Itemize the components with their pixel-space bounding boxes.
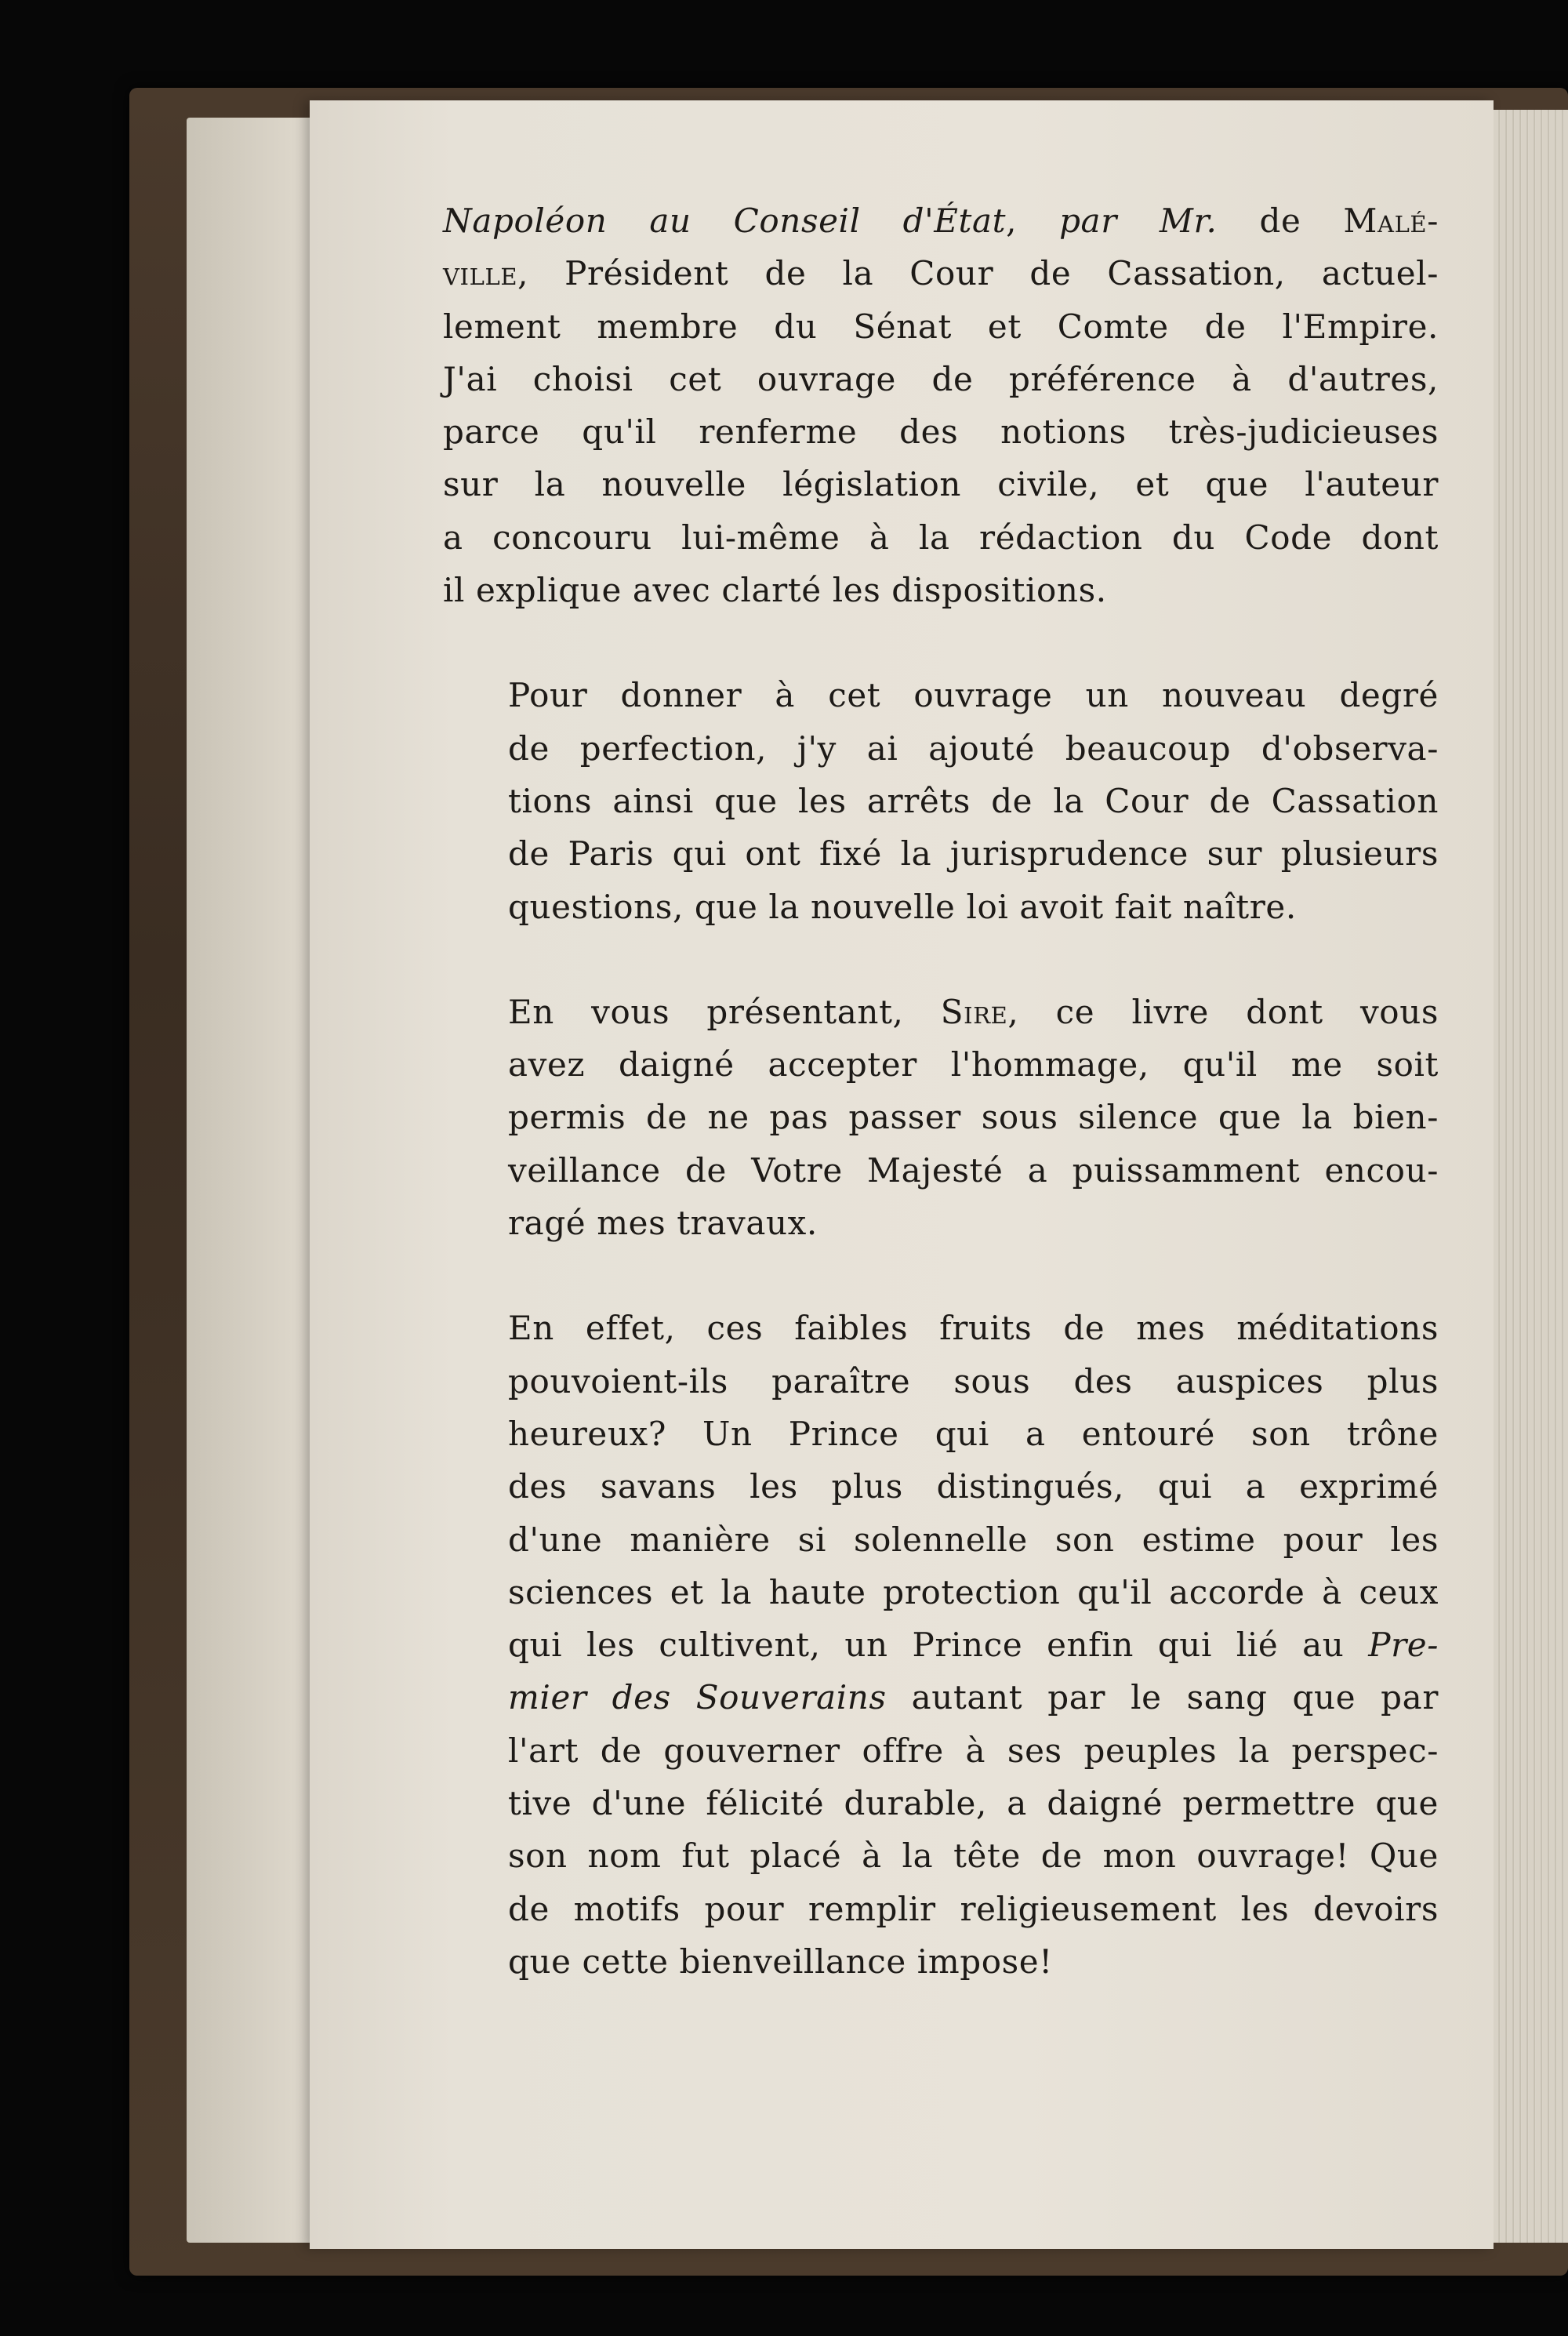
text-line (443, 1460, 1439, 1513)
text-run: lement membre du Sénat et Comte de l'Empire. (443, 307, 1439, 346)
text-line (443, 1144, 1439, 1197)
text-run: pouvoient-ils paraître sous des auspices plus (508, 1361, 1439, 1401)
text-run: il explique avec clarté les dispositions. (443, 571, 1107, 610)
italic-text: Napoléon au Conseil d'État (443, 202, 1007, 240)
text-line (443, 1355, 1439, 1408)
text-line (443, 458, 1439, 510)
paragraph-2 (443, 669, 1439, 932)
text-line (443, 511, 1439, 564)
text-run: d'une manière si solennelle son estime pour les (508, 1520, 1439, 1559)
text-line (443, 669, 1439, 721)
text-line (443, 1671, 1439, 1724)
text-line (443, 881, 1439, 933)
text-run: , Président de la Cour de Cassation, actuel- (517, 254, 1439, 293)
text-line (443, 1829, 1439, 1882)
text-line (443, 1618, 1439, 1671)
text-line (443, 194, 1439, 247)
text-line (443, 775, 1439, 827)
text-line (443, 1513, 1439, 1566)
text-line (443, 1935, 1439, 1988)
text-run: , ce livre dont vous (1007, 992, 1439, 1031)
italic-text: par Mr. (1059, 202, 1218, 240)
text-line (443, 1777, 1439, 1829)
text-run: En vous présentant, (508, 992, 941, 1031)
text-line (443, 1883, 1439, 1935)
page-text (443, 194, 1439, 1988)
text-run: de (1217, 202, 1344, 240)
text-run: permis de ne pas passer sous silence que la bien- (508, 1098, 1439, 1137)
text-run: tive d'une félicité durable, a daigné permettre que (508, 1784, 1439, 1823)
text-run: heureux? Un Prince qui a entouré son trône (508, 1414, 1439, 1453)
text-run: tions ainsi que les arrêts de la Cour de Cassation (508, 781, 1439, 820)
text-run: En effet, ces faibles fruits de mes méditations (508, 1309, 1439, 1348)
text-line (443, 1197, 1439, 1249)
text-line (443, 300, 1439, 353)
text-line (443, 405, 1439, 458)
text-run: des savans les plus distingués, qui a exprimé (508, 1467, 1439, 1506)
text-run: de perfection, j'y ai ajouté beaucoup d'observa- (508, 728, 1439, 768)
text-line (443, 1724, 1439, 1777)
text-run: l'art de gouverner offre à ses peuples la perspec- (508, 1731, 1439, 1770)
small-caps-text: Sire (940, 992, 1008, 1031)
italic-text: mier des Souverains (508, 1678, 887, 1717)
text-run: sciences et la haute protection qu'il accorde à ceux (508, 1572, 1439, 1611)
text-run: , (1006, 202, 1060, 240)
text-run: qui les cultivent, un Prince enfin qui lié au (508, 1626, 1369, 1665)
text-run: son nom fut placé à la tête de mon ouvrage! Que (508, 1836, 1439, 1876)
small-caps-text: Malé- (1343, 202, 1439, 240)
text-line (443, 986, 1439, 1038)
text-run: questions, que la nouvelle loi avoit fait naître. (508, 887, 1297, 926)
text-line (443, 564, 1439, 616)
text-line (443, 1091, 1439, 1143)
text-run: Pour donner à cet ouvrage un nouveau degré (508, 676, 1439, 715)
text-line (443, 722, 1439, 775)
page-edges (1494, 110, 1568, 2243)
italic-text: Pre- (1368, 1626, 1439, 1665)
text-line (443, 827, 1439, 880)
text-line (443, 247, 1439, 300)
paragraph-1 (443, 194, 1439, 616)
text-line (443, 353, 1439, 405)
text-run: sur la nouvelle législation civile, et que l'auteur (443, 465, 1439, 504)
text-run: avez daigné accepter l'hommage, qu'il me soit (508, 1045, 1439, 1084)
text-run: autant par le sang que par (886, 1678, 1439, 1717)
paragraph-4 (443, 1302, 1439, 1988)
text-line (443, 1302, 1439, 1354)
paragraph-3 (443, 986, 1439, 1249)
text-line (443, 1038, 1439, 1091)
text-line (443, 1408, 1439, 1460)
text-run: de Paris qui ont fixé la jurisprudence sur plusieurs (508, 834, 1439, 874)
small-caps-text: ville (443, 254, 518, 293)
text-run: ragé mes travaux. (508, 1204, 818, 1243)
text-run: J'ai choisi cet ouvrage de préférence à d'autres, (443, 359, 1439, 398)
text-run: que cette bienveillance impose! (508, 1942, 1053, 1981)
text-run: a concouru lui-même à la rédaction du Code dont (443, 518, 1439, 557)
text-run: veillance de Votre Majesté a puissamment encou- (508, 1150, 1439, 1190)
text-run: parce qu'il renferme des notions très-judicieuses (443, 412, 1439, 452)
text-line (443, 1566, 1439, 1618)
text-run: de motifs pour remplir religieusement les devoirs (508, 1889, 1439, 1928)
